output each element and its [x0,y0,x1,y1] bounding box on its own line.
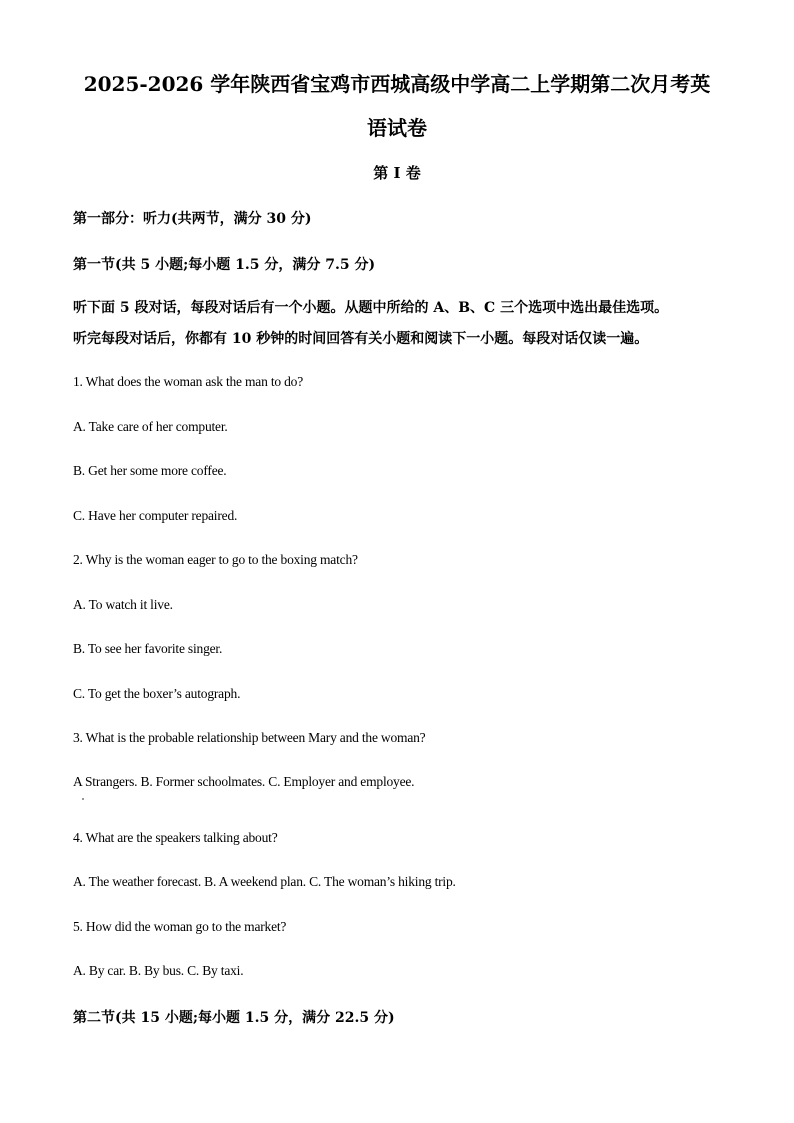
question-1-option-b: B. Get her some more coffee. [73,463,227,478]
section1-instruction-line-2: 听完每段对话后，你都有 10 秒钟的时间回答有关小题和阅读下一小题。每段对话仅读一遍。 [73,331,649,347]
question-5-stem: 5. How did the woman go to the market? [73,919,287,934]
section1-heading: 第一节(共 5 小题;每小题 1.5 分，满分 7.5 分) [73,257,376,273]
question-2-option-b: B. To see her favorite singer. [73,641,223,656]
question-2-option-c: C. To get the boxer’s autograph. [73,686,241,701]
question-4-options: A. The weather forecast. B. A weekend plan. C. The woman’s hiking trip. [73,874,456,889]
question-1-stem: 1. What does the woman ask the man to do? [73,374,303,389]
section1-instruction-line-1: 听下面 5 段对话，每段对话后有一个小题。从题中所给的 A、B、C 三个选项中选出最佳选项。 [73,300,669,316]
exam-title-line-1: 2025-2026 学年陕西省宝鸡市西城高级中学高二上学期第二次月考英 [83,72,711,96]
stray-dot-mark [82,798,84,800]
volume-label: 第 I 卷 [373,164,421,182]
question-1-option-a: A. Take care of her computer. [73,419,228,434]
question-3-stem: 3. What is the probable relationship between Mary and the woman? [73,730,426,745]
part1-heading: 第一部分：听力(共两节，满分 30 分) [73,211,312,227]
section2-heading: 第二节(共 15 小题;每小题 1.5 分，满分 22.5 分) [73,1010,395,1026]
question-2-stem: 2. Why is the woman eager to go to the boxing match? [73,552,358,567]
question-4-stem: 4. What are the speakers talking about? [73,830,278,845]
question-2-option-a: A. To watch it live. [73,597,173,612]
question-3-options: A Strangers. B. Former schoolmates. C. Employer and employee. [73,774,415,789]
question-5-options: A. By car. B. By bus. C. By taxi. [73,963,244,978]
exam-title-line-2: 语试卷 [367,116,427,140]
question-1-option-c: C. Have her computer repaired. [73,508,238,523]
